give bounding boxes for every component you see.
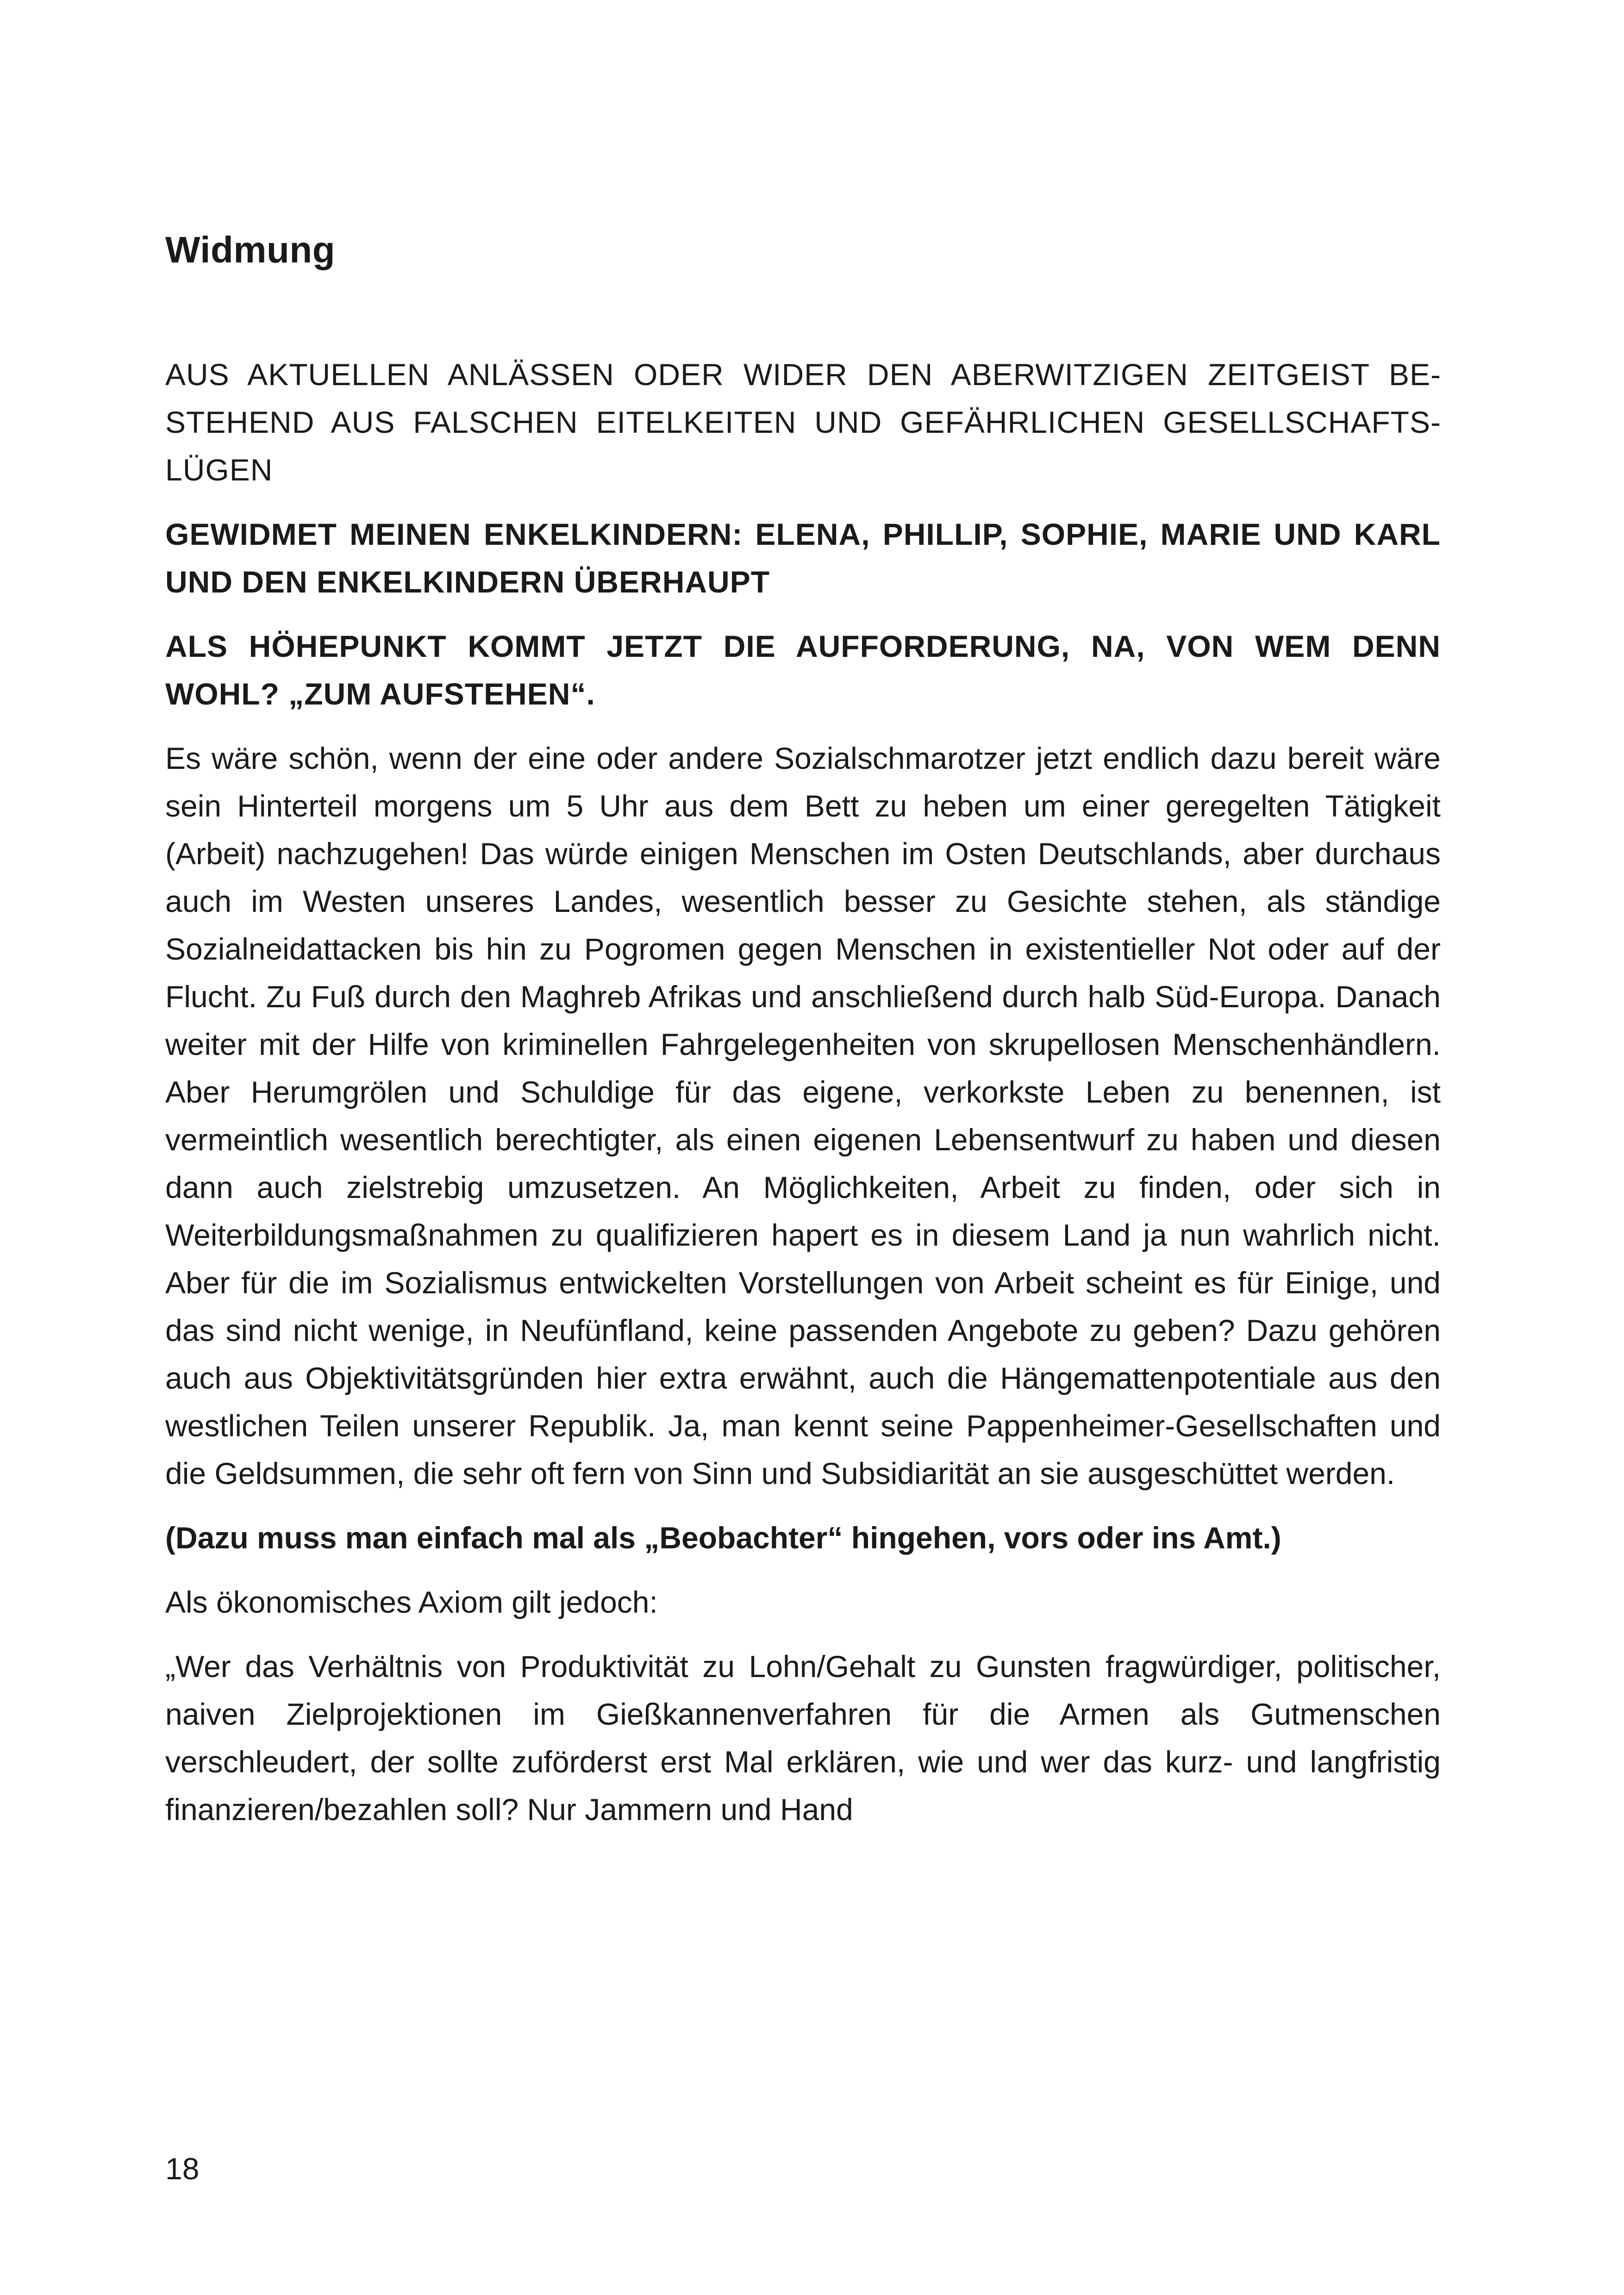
note-paragraph: (Dazu muss man einfach mal als „Beobachter“ hingehen, vors oder ins Amt.) — [165, 1521, 1281, 1555]
intro-paragraph: AUS AKTUELLEN ANLÄSSEN ODER WIDER DEN ABERWITZIGEN ZEITGEIST BESTEHEND AUS FALSCHEN EITELKEITEN UND GEFÄHRLICHEN GESELLSCHAFTSLÜGEN — [165, 357, 1441, 487]
page-content — [165, 227, 1441, 1850]
dedication-paragraph: GEWIDMET MEINEN ENKELKINDERN: ELENA, PHILLIP, SOPHIE, MARIE UND KARL UND DEN ENKELKINDERN ÜBERHAUPT — [165, 517, 1441, 599]
page-number: 18 — [165, 2152, 200, 2186]
axiom-intro-paragraph: Als ökonomisches Axiom gilt jedoch: — [165, 1585, 658, 1619]
highlight-paragraph: ALS HÖHEPUNKT KOMMT JETZT DIE AUFFORDERUNG, NA, VON WEM DENN WOHL? „ZUM AUFSTEHEN“. — [165, 629, 1441, 711]
body-paragraph: Es wäre schön, wenn der eine oder andere Sozialschmarotzer jetzt endlich dazu bereit wäre sein Hinterteil morgens um 5 Uhr aus dem Bett zu heben um einer geregelten Tätigkeit (Arbeit) nachzugehen! Das würde einigen Menschen im Osten Deutschlands, aber durchaus auch im Westen unseres Landes, wesentlich besser zu Gesichte stehen, als ständige Sozialneidattacken bis hin zu Pogromen gegen Menschen in existentieller Not oder auf der Flucht. Zu Fuß durch den Maghreb Afrikas und anschließend durch halb Süd-Europa. Danach weiter mit der Hilfe von kriminellen Fahrgelegenheiten von skrupellosen Menschenhändlern. Aber Herumgrölen und Schuldige für das eigene, verkorkste Leben zu benennen, ist vermeintlich wesentlich berechtigter, als einen eigenen Lebensentwurf zu haben und diesen dann auch zielstrebig umzusetzen. An Möglichkeiten, Arbeit zu finden, oder sich in Weiterbildungsmaßnahmen zu qualifizieren hapert es in diesem Land ja nun wahrlich nicht. Aber für die im Sozialismus entwickelten Vorstellungen von Arbeit scheint es für Einige, und das sind nicht wenige, in Neufünfland, keine passenden Angebote zu geben? Dazu gehören auch aus Objektivitätsgründen hier extra erwähnt, auch die Hängemattenpotentiale aus den westlichen Teilen unserer Republik. Ja, man kennt seine Pappenheimer-Gesellschaften und die Geldsummen, die sehr oft fern von Sinn und Subsidiarität an sie ausgeschüttet werden. — [165, 741, 1441, 1491]
quote-paragraph: „Wer das Verhältnis von Produktivität zu Lohn/Gehalt zu Gunsten fragwürdiger, politischer, naiven Zielprojektionen im Gießkannenverfahren für die Armen als Gutmenschen verschleudert, der sollte zuförderst erst Mal erklären, wie und wer das kurz- und langfristig finanzieren/bezahlen soll? Nur Jammern und Hand — [165, 1649, 1441, 1827]
section-heading: Widmung — [165, 229, 336, 270]
